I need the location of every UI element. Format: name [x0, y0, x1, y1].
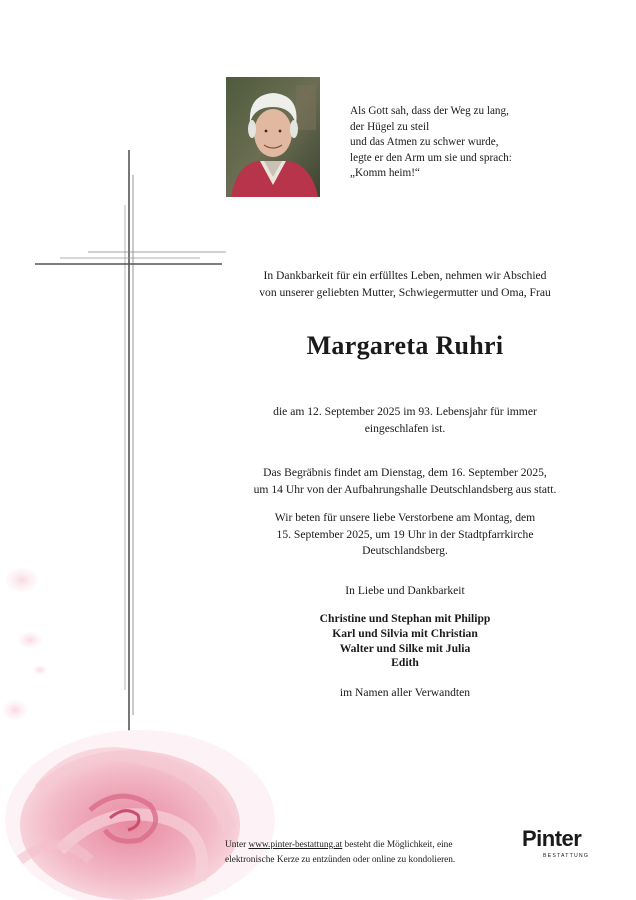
- death-notice-line: eingeschlafen ist.: [364, 421, 446, 435]
- intro-text: [215, 268, 595, 301]
- logo-subtitle: BESTATTUNG: [543, 853, 590, 859]
- mourner-entry: Karl und Silvia mit Christian: [332, 626, 478, 640]
- pinter-logo: [522, 827, 602, 859]
- funeral-info: [215, 465, 595, 498]
- funeral-line: um 14 Uhr von der Aufbahrungshalle Deutschlandsberg aus statt.: [253, 482, 557, 496]
- deceased-name: Margareta Ruhri: [306, 331, 504, 360]
- mourner-entry: Edith: [391, 656, 419, 670]
- poem-line: legte er den Arm um sie und sprach:: [350, 151, 512, 164]
- poem-line: „Komm heim!“: [350, 167, 420, 180]
- footer-suffix: besteht die Möglichkeit, eine: [342, 840, 453, 850]
- prayer-line: Wir beten für unsere liebe Verstorbene am Montag, dem: [274, 511, 536, 524]
- website-link[interactable]: www.pinter-bestattung.at: [248, 840, 343, 850]
- poem: [350, 104, 620, 182]
- mourner-entry: Christine und Stephan mit Philipp: [319, 612, 491, 625]
- relatives-line: im Namen aller Verwandten: [339, 686, 471, 699]
- prayer-line: Deutschlandsberg.: [362, 544, 448, 557]
- funeral-line: Das Begräbnis findet am Dienstag, dem 16. September 2025,: [263, 466, 547, 479]
- intro-line: In Dankbarkeit für ein erfülltes Leben, nehmen wir Abschied: [263, 269, 547, 282]
- portrait-photo: [226, 77, 320, 197]
- prayer-info: [215, 510, 595, 560]
- prayer-line: 15. September 2025, um 19 Uhr in der Stadtpfarrkirche: [276, 527, 534, 541]
- footer-text: [225, 838, 510, 867]
- mourner-entry: Walter und Silke mit Julia: [339, 641, 471, 655]
- intro-line: von unserer geliebten Mutter, Schwiegermutter und Oma, Frau: [259, 285, 551, 299]
- poem-line: und das Atmen zu schwer wurde,: [350, 136, 499, 149]
- death-notice-line: die am 12. September 2025 im 93. Lebensjahr für immer: [273, 405, 537, 418]
- closing-line: In Liebe und Dankbarkeit: [345, 584, 465, 597]
- poem-line: der Hügel zu steil: [350, 120, 430, 133]
- footer-line: elektronische Kerze zu entzünden oder online zu kondolieren.: [225, 854, 456, 865]
- death-notice: [215, 404, 595, 437]
- footer-prefix: Unter: [225, 840, 249, 850]
- poem-line: Als Gott sah, dass der Weg zu lang,: [350, 105, 509, 117]
- logo-name: Pinter: [522, 826, 582, 851]
